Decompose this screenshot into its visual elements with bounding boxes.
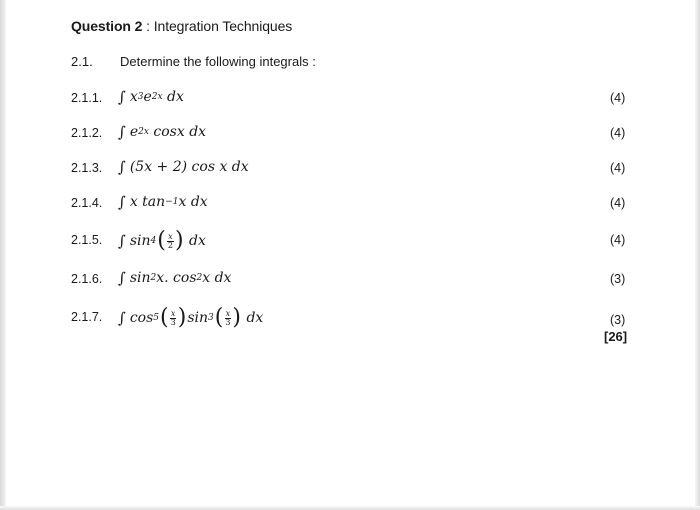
- fraction: ( x 3 ): [160, 305, 187, 330]
- item-marks: (3): [610, 313, 626, 327]
- integral-sign: ∫: [118, 123, 126, 141]
- integral-row: [0, 226, 700, 256]
- integral-sign: ∫: [118, 88, 126, 106]
- integral-row: [0, 119, 700, 149]
- item-marks: (3): [610, 272, 626, 286]
- integral-expression: ∫ sin 2 x. cos 2 x dx: [118, 269, 232, 287]
- fraction: ( x 3 ): [214, 305, 242, 330]
- fraction: ( x 2 ): [157, 228, 184, 253]
- integral-row: [0, 265, 700, 295]
- integral-expression: ∫ cos 5 ( x 3 ) sin 3 ( x 3 ) dx: [118, 305, 264, 330]
- integral-sign: ∫: [118, 309, 126, 327]
- item-marks: (4): [610, 196, 626, 210]
- total-marks: [26]: [604, 329, 628, 344]
- question-title: Integration Techniques: [153, 18, 293, 34]
- question-header: [71, 18, 292, 34]
- integral-row: [0, 189, 700, 219]
- integral-expression: ∫ sin 4 ( x 2 ) dx: [118, 228, 206, 253]
- question-separator: :: [142, 18, 154, 34]
- item-number: 2.1.6.: [71, 272, 103, 286]
- item-marks: (4): [610, 126, 626, 140]
- integral-expression: ∫ e 2x cosx dx: [118, 123, 207, 141]
- intro-number: 2.1.: [71, 54, 93, 69]
- item-marks: (4): [610, 91, 626, 105]
- integral-row: [0, 303, 700, 333]
- integral-row: [0, 154, 700, 184]
- question-label: Question 2: [71, 18, 143, 34]
- item-number: 2.1.1.: [71, 91, 103, 105]
- item-number: 2.1.4.: [71, 196, 103, 210]
- item-marks: (4): [610, 233, 626, 247]
- page-bottom-edge: [0, 506, 700, 510]
- integral-sign: ∫: [118, 269, 126, 287]
- item-number: 2.1.7.: [71, 310, 103, 324]
- item-marks: (4): [610, 161, 626, 175]
- item-number: 2.1.2.: [71, 126, 103, 140]
- integral-sign: ∫: [118, 158, 126, 176]
- integral-sign: ∫: [118, 193, 126, 211]
- integral-expression: ∫ x 3 e 2x dx: [118, 88, 184, 106]
- integral-sign: ∫: [118, 232, 126, 250]
- intro-text: Determine the following integrals :: [120, 54, 316, 69]
- integral-expression: ∫ (5x + 2) cos x dx: [118, 158, 249, 176]
- item-number: 2.1.3.: [71, 161, 103, 175]
- item-number: 2.1.5.: [71, 233, 103, 247]
- integral-expression: ∫ x tan −1 x dx: [118, 193, 208, 211]
- integral-row: [0, 84, 700, 114]
